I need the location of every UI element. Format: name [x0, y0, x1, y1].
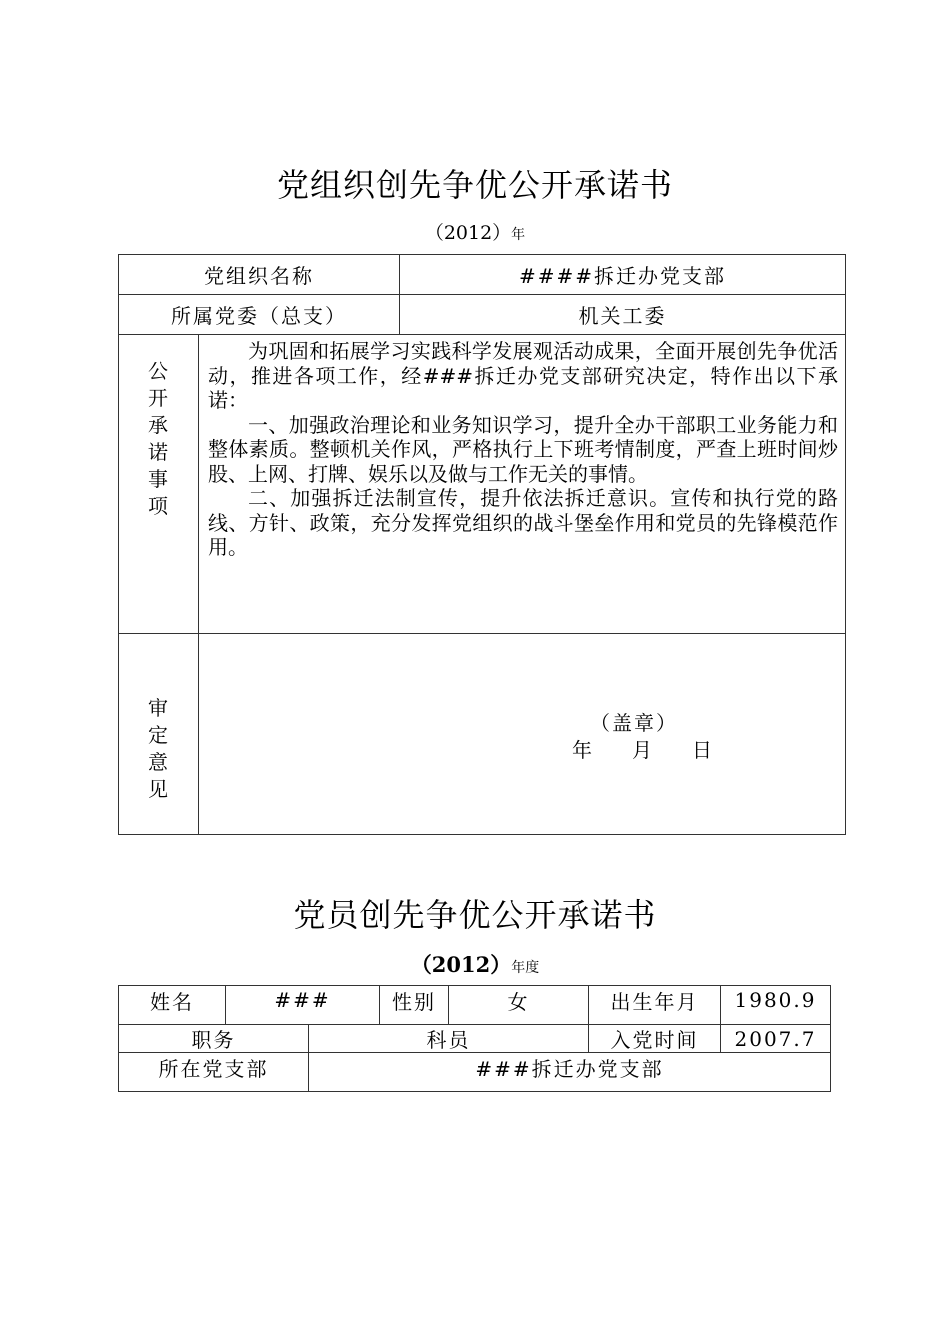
label-char: 公: [148, 359, 168, 383]
label-char: 承: [148, 413, 168, 437]
label-char: 诺: [148, 440, 168, 464]
review-opinion-label: [148, 695, 168, 803]
position-label: 职务: [191, 1028, 236, 1052]
member-year-suffix: 年度: [511, 960, 540, 976]
gender-value: 女: [507, 989, 530, 1014]
parent-committee-label: 所属党委（总支）: [171, 304, 347, 328]
org-year-value: （2012）: [424, 222, 512, 244]
member-commitment-year: [0, 949, 950, 979]
branch-label: 所在党支部: [158, 1056, 269, 1081]
org-name-value: ####拆迁办党支部: [518, 264, 727, 288]
commitment-content: [208, 339, 838, 560]
position-value: 科员: [426, 1028, 471, 1052]
date-placeholder: 年 月 日: [572, 738, 712, 762]
label-char: 见: [148, 777, 168, 801]
org-year-suffix: 年: [511, 227, 526, 243]
gender-label: 性别: [392, 989, 436, 1014]
commitment-paragraph: 为巩固和拓展学习实践科学发展观活动成果，全面开展创先争优活动，推进各项工作，经###拆迁办党支部研究决定，特作出以下承诺：: [208, 339, 838, 412]
commitment-paragraph: 一、加强政治理论和业务知识学习，提升全办干部职工业务能力和整体素质。整顿机关作风，严格执行上下班考情制度，严查上班时间炒股、上网、打牌、娱乐以及做与工作无关的事情。: [208, 412, 838, 486]
org-name-label: 党组织名称: [204, 264, 314, 288]
birth-label: 出生年月: [610, 989, 699, 1014]
member-commitment-title: 党员创先争优公开承诺书: [293, 896, 657, 934]
name-value: ###: [274, 988, 331, 1012]
label-char: 审: [148, 696, 168, 720]
seal-placeholder: （盖章）: [590, 711, 678, 735]
birth-value: 1980.9: [734, 988, 817, 1012]
branch-value: ###拆迁办党支部: [475, 1056, 664, 1081]
member-year-value: （2012）: [410, 952, 512, 977]
label-char: 事: [148, 467, 168, 491]
org-commitment-year: [0, 218, 950, 245]
label-char: 定: [148, 723, 168, 747]
name-label: 姓名: [150, 989, 194, 1014]
join-date-value: 2007.7: [734, 1026, 817, 1051]
commitment-paragraph: 二、加强拆迁法制宣传，提升依法拆迁意识。宣传和执行党的路线、方针、政策，充分发挥党组织的战斗堡垒作用和党员的先锋模范作用。: [208, 486, 838, 559]
label-char: 开: [148, 386, 168, 410]
label-char: 项: [148, 494, 168, 518]
org-commitment-title: 党组织创先争优公开承诺书: [276, 166, 673, 204]
parent-committee-value: 机关工委: [578, 304, 667, 328]
commitment-items-label: [148, 358, 168, 520]
join-date-label: 入党时间: [610, 1028, 699, 1052]
label-char: 意: [148, 750, 168, 774]
